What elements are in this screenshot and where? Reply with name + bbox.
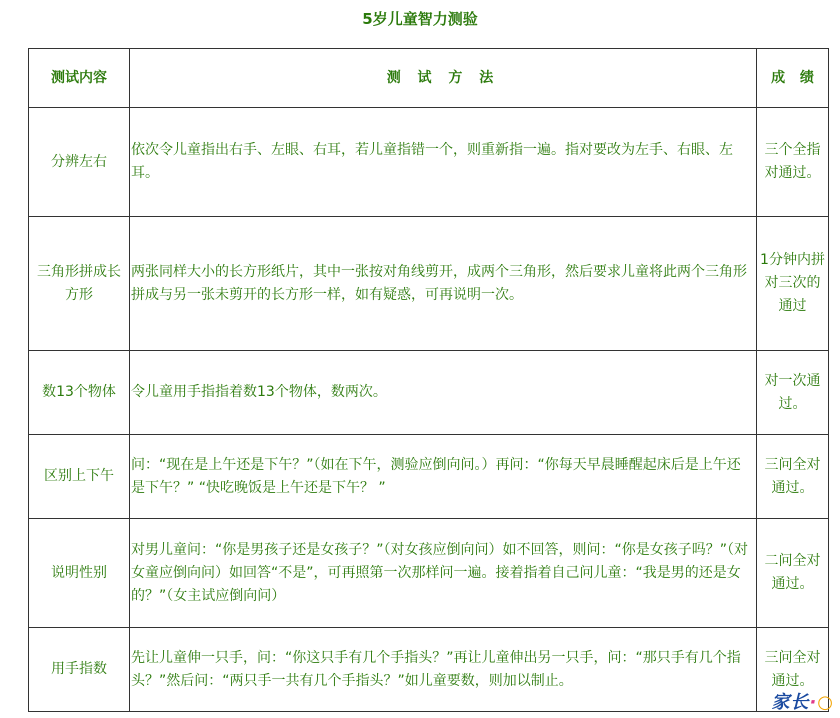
page-title: 5岁儿童智力测验 [362,10,478,28]
test-score-cell: 二问全对通过。 [757,519,829,628]
test-score-cell: 1分钟内拼对三次的通过 [757,217,829,351]
test-score-cell: 三问全对通过。 [757,628,829,712]
test-method-cell: 令儿童用手指指着数13个物体，数两次。 [130,351,757,435]
test-method-cell: 问：“现在是上午还是下午？”（如在下午，测验应倒向问。）再问：“你每天早晨睡醒起床后是上午还是下午？” “快吃晚饭是上午还是下午？ ” [130,435,757,519]
table-row [29,217,829,351]
test-score-cell: 三问全对通过。 [757,435,829,519]
watermark-logo [771,688,834,714]
test-method-cell: 先让儿童伸一只手，问：“你这只手有几个手指头？”再让儿童伸出另一只手，问：“那只手有几个指头？”然后问：“两只手一共有几个手指头？”如儿童要数，则加以制止。 [130,628,757,712]
column-header-score: 成 绩 [757,49,829,108]
table-header-row [29,49,829,108]
watermark-dot-icon: · [809,692,818,713]
watermark-text: 家长 [771,692,810,713]
test-method-cell: 依次令儿童指出右手、左眼、右耳，若儿童指错一个，则重新指一遍。指对要改为左手、右眼、左耳。 [130,108,757,217]
column-header-method: 测 试 方 法 [130,49,757,108]
watermark-ring-icon: ○ [817,692,834,713]
table-row [29,519,829,628]
test-item-cell: 分辨左右 [29,108,130,217]
test-item-cell: 说明性别 [29,519,130,628]
test-item-cell: 用手指数 [29,628,130,712]
test-score-cell: 对一次通过。 [757,351,829,435]
test-item-cell: 三角形拼成长方形 [29,217,130,351]
test-item-cell: 数13个物体 [29,351,130,435]
table-row [29,628,829,712]
table-row [29,435,829,519]
table-row [29,108,829,217]
test-method-cell: 两张同样大小的长方形纸片，其中一张按对角线剪开，成两个三角形，然后要求儿童将此两个三角形拼成与另一张未剪开的长方形一样，如有疑惑，可再说明一次。 [130,217,757,351]
test-table [28,48,829,712]
table-row [29,351,829,435]
test-item-cell: 区别上下午 [29,435,130,519]
test-score-cell: 三个全指对通过。 [757,108,829,217]
test-method-cell: 对男儿童问：“你是男孩子还是女孩子？”（对女孩应倒向问）如不回答，则问：“你是女孩子吗？”（对女童应倒向问）如回答“不是”，可再照第一次那样问一遍。接着指着自己问儿童：“我是男的还是女的？”（女主试应倒向问） [130,519,757,628]
column-header-item: 测试内容 [29,49,130,108]
